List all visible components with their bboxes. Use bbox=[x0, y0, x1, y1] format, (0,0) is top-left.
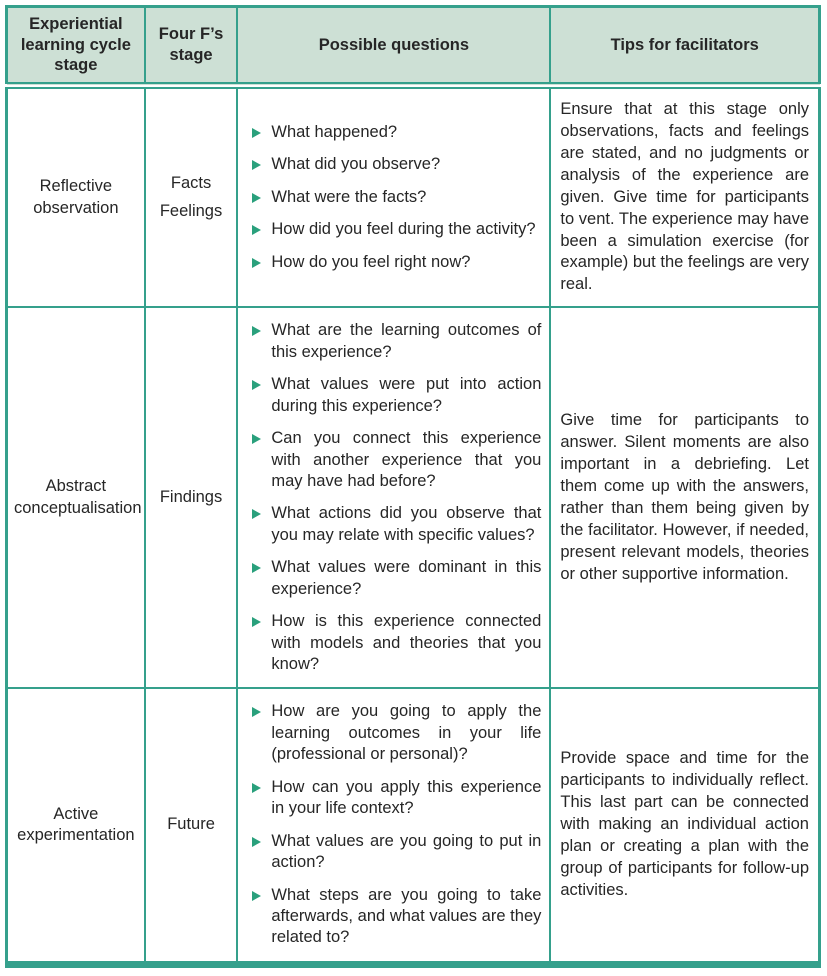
question-item bbox=[250, 701, 541, 765]
stage-cell: Active experimentation bbox=[7, 688, 145, 964]
question-item bbox=[250, 122, 541, 143]
question-text: How can you apply this experience in your life context? bbox=[271, 777, 542, 818]
tips-text: Provide space and time for the participants to individually reflect. This last part can be connected with making an individual action plan or creating a plan with the group of participants for follow-up activities. bbox=[560, 749, 809, 899]
question-text: What values were dominant in this experience? bbox=[271, 558, 542, 598]
stage-cell: Abstract conceptualisation bbox=[7, 307, 145, 688]
tips-text: Ensure that at this stage only observations, facts and feelings are stated, and no judgments or analysis of the experience are given. Give time for participants to vent. The experience may have been a simulation exercise (for example) but the feelings are very real. bbox=[560, 99, 809, 294]
tips-cell bbox=[550, 688, 819, 964]
table-row bbox=[7, 688, 820, 964]
questions-cell bbox=[237, 85, 550, 307]
questions-list bbox=[250, 122, 541, 273]
question-item bbox=[250, 557, 541, 600]
triangle-right-bullet-icon bbox=[252, 837, 261, 847]
triangle-right-bullet-icon bbox=[252, 193, 261, 203]
stage-cell: Reflective observation bbox=[7, 85, 145, 307]
triangle-right-bullet-icon bbox=[252, 617, 261, 627]
four-fs-cell bbox=[145, 307, 238, 688]
header-cell-tips: Tips for facilitators bbox=[550, 7, 819, 86]
triangle-right-bullet-icon bbox=[252, 434, 261, 444]
question-item bbox=[250, 831, 541, 874]
question-text: How is this experience connected with models and theories that you know? bbox=[271, 612, 542, 673]
triangle-right-bullet-icon bbox=[252, 128, 261, 138]
question-text: Can you connect this experience with another experience that you may have had before? bbox=[271, 429, 542, 490]
question-text: What happened? bbox=[271, 123, 398, 141]
question-item bbox=[250, 219, 541, 240]
question-item bbox=[250, 885, 541, 949]
triangle-right-bullet-icon bbox=[252, 326, 261, 336]
table-body bbox=[7, 85, 820, 964]
header-cell-four-fs: Four F’s stage bbox=[145, 7, 238, 86]
four-fs-cell bbox=[145, 688, 238, 964]
question-item bbox=[250, 187, 541, 208]
question-item bbox=[250, 611, 541, 675]
questions-cell bbox=[237, 688, 550, 964]
question-text: What steps are you going to take afterwards, and what values are they related to? bbox=[271, 885, 542, 947]
questions-list bbox=[250, 701, 541, 948]
triangle-right-bullet-icon bbox=[252, 783, 261, 793]
questions-list bbox=[250, 320, 541, 675]
triangle-right-bullet-icon bbox=[252, 258, 261, 268]
four-fs-label: Findings bbox=[159, 488, 223, 507]
header-row bbox=[7, 7, 820, 86]
triangle-right-bullet-icon bbox=[252, 563, 261, 573]
question-item bbox=[250, 320, 541, 363]
four-fs-label: Facts bbox=[170, 173, 212, 192]
tips-text: Give time for participants to answer. Silent moments are also important in a debriefing. Let them come up with the answers, rather than them being given by the facilitator. However, if needed, present relevant models, theories or other supportive information. bbox=[560, 411, 809, 583]
question-item bbox=[250, 252, 541, 273]
four-fs-label: Feelings bbox=[159, 202, 223, 221]
triangle-right-bullet-icon bbox=[252, 891, 261, 901]
header-cell-possible-questions: Possible questions bbox=[237, 7, 550, 86]
question-text: What were the facts? bbox=[271, 187, 427, 206]
question-item bbox=[250, 374, 541, 417]
header-cell-cycle-stage: Experiential learning cycle stage bbox=[7, 7, 145, 86]
question-item bbox=[250, 777, 541, 820]
tips-cell bbox=[550, 307, 819, 688]
triangle-right-bullet-icon bbox=[252, 225, 261, 235]
question-text: What are the learning outcomes of this experience? bbox=[271, 321, 542, 361]
question-item bbox=[250, 428, 541, 492]
questions-cell bbox=[237, 307, 550, 688]
tips-cell bbox=[550, 85, 819, 307]
question-text: How do you feel right now? bbox=[271, 252, 471, 271]
four-fs-cell bbox=[145, 85, 238, 307]
question-text: What actions did you observe that you may relate with specific values? bbox=[271, 504, 542, 544]
triangle-right-bullet-icon bbox=[252, 707, 261, 717]
four-fs-label: Future bbox=[167, 815, 215, 834]
question-text: What values are you going to put in action? bbox=[271, 831, 542, 872]
question-item bbox=[250, 154, 541, 175]
question-text: How did you feel during the activity? bbox=[271, 220, 536, 239]
table-row bbox=[7, 85, 820, 307]
question-item bbox=[250, 503, 541, 546]
triangle-right-bullet-icon bbox=[252, 160, 261, 170]
table-row bbox=[7, 307, 820, 688]
experiential-learning-table bbox=[5, 5, 821, 968]
triangle-right-bullet-icon bbox=[252, 380, 261, 390]
question-text: What did you observe? bbox=[271, 155, 441, 174]
triangle-right-bullet-icon bbox=[252, 509, 261, 519]
question-text: How are you going to apply the learning outcomes in your life (professional or personal)? bbox=[271, 702, 542, 764]
question-text: What values were put into action during this experience? bbox=[271, 375, 542, 415]
